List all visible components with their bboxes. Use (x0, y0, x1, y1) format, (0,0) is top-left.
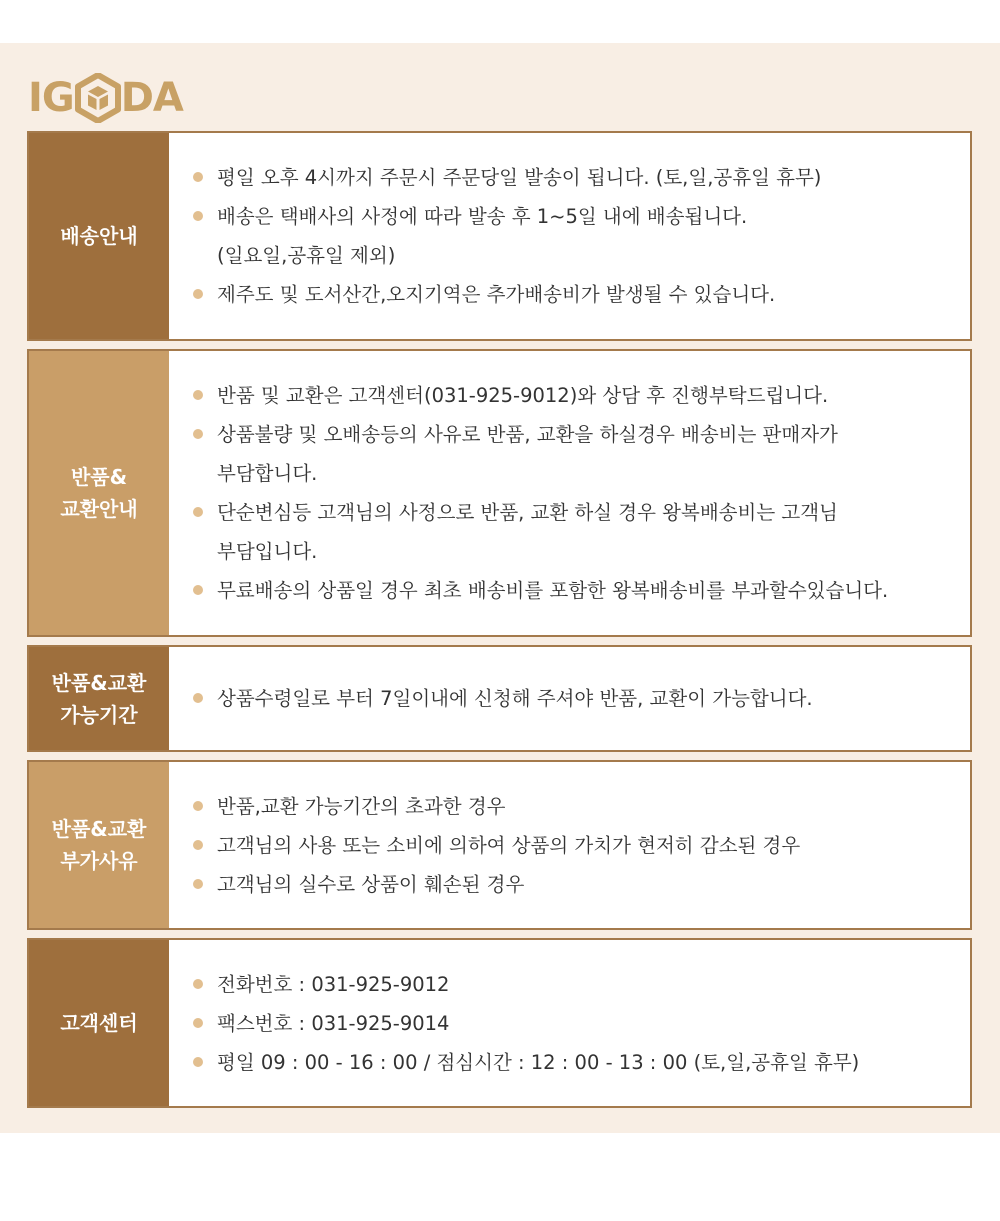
list-item: 단순변심등 고객님의 사정으로 반품, 교환 하실 경우 왕복배송비는 고객님 부담입니다. (193, 493, 970, 571)
section-content (169, 351, 970, 635)
section-shipping (27, 131, 972, 341)
section-content (169, 647, 970, 750)
list-item: 배송은 택배사의 사정에 따라 발송 후 1~5일 내에 배송됩니다. (일요일,공휴일 제외) (193, 197, 970, 275)
brand-logo (28, 72, 183, 124)
section-return-exceptions (27, 760, 972, 930)
list-item: 반품,교환 가능기간의 초과한 경우 (193, 787, 970, 826)
section-content (169, 762, 970, 928)
section-label: 반품&교환 가능기간 (29, 647, 169, 750)
section-content (169, 940, 970, 1106)
section-label: 고객센터 (29, 940, 169, 1106)
list-item: 팩스번호 : 031-925-9014 (193, 1004, 970, 1043)
logo-text-left: IG (28, 75, 74, 121)
list-item: 반품 및 교환은 고객센터(031-925-9012)와 상담 후 진행부탁드립니다. (193, 376, 970, 415)
list-item: 제주도 및 도서산간,오지기역은 추가배송비가 발생될 수 있습니다. (193, 275, 970, 314)
section-label: 배송안내 (29, 133, 169, 339)
list-item: 전화번호 : 031-925-9012 (193, 965, 970, 1004)
list-item: 평일 09 : 00 - 16 : 00 / 점심시간 : 12 : 00 - 13 : 00 (토,일,공휴일 휴무) (193, 1043, 970, 1082)
section-return-exchange (27, 349, 972, 637)
logo-text-right: DA (120, 75, 183, 121)
list-item: 고객님의 실수로 상품이 훼손된 경우 (193, 865, 970, 904)
list-item: 고객님의 사용 또는 소비에 의하여 상품의 가치가 현저히 감소된 경우 (193, 826, 970, 865)
list-item: 평일 오후 4시까지 주문시 주문당일 발송이 됩니다. (토,일,공휴일 휴무) (193, 158, 970, 197)
list-item: 무료배송의 상품일 경우 최초 배송비를 포함한 왕복배송비를 부과할수있습니다. (193, 571, 970, 610)
list-item: 상품수령일로 부터 7일이내에 신청해 주셔야 반품, 교환이 가능합니다. (193, 679, 970, 718)
section-return-period (27, 645, 972, 752)
section-label: 반품& 교환안내 (29, 351, 169, 635)
list-item: 상품불량 및 오배송등의 사유로 반품, 교환을 하실경우 배송비는 판매자가 부담합니다. (193, 415, 970, 493)
section-label: 반품&교환 부가사유 (29, 762, 169, 928)
section-customer-center (27, 938, 972, 1108)
hexagon-box-icon (74, 73, 122, 123)
section-content (169, 133, 970, 339)
